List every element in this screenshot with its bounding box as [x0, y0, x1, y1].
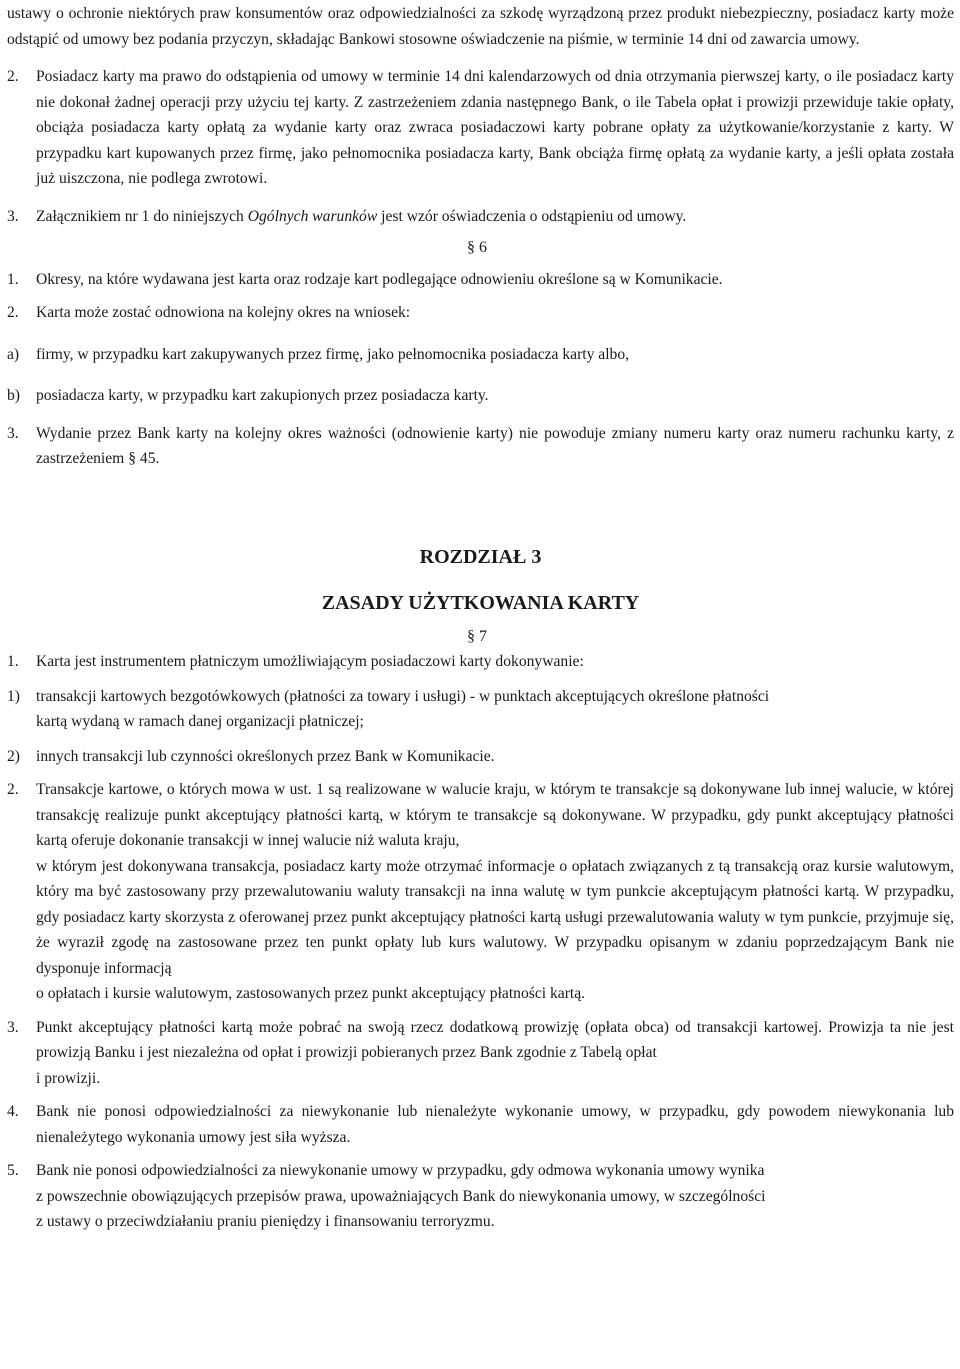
document-title-italic: Ogólnych warunków — [247, 207, 378, 225]
s6-paragraph-1 — [7, 267, 954, 293]
paragraph-text: Posiadacz karty ma prawo do odstąpienia od umowy w terminie 14 dni kalendarzowych od dnia otrzymania pierwszej karty, o ile posiadacz karty nie dokonał żadnej operacji przy użyciu tej karty. Z zastrzeżeniem zdania następnego Bank, o ile Tabela opłat i prowizji przewiduje takie opłaty, obciąża posiadacza karty opłatą za wydanie karty oraz zwraca posiadaczowi karty pobrane opłaty za użytkowanie/korzystanie z karty. W przypadku kart kupowanych przez firmę, jako pełnomocnika posiadacza karty, Bank obciąża firmę opłatą za wydanie karty, a jeśli opłata została już uiszczona, nie podlega zwrotowi. — [36, 68, 954, 187]
list-item-a — [7, 342, 954, 368]
paragraph-2 — [7, 64, 954, 192]
paragraph-text: jest wzór oświadczenia o odstąpieniu od umowy. — [377, 207, 687, 225]
list-item-b — [7, 383, 954, 409]
paragraph-text: Bank nie ponosi odpowiedzialności za niewykonanie umowy w przypadku, gdy odmowa wykonania umowy wynika — [36, 1162, 765, 1179]
chapter-title: ZASADY UŻYTKOWANIA KARTY — [321, 591, 640, 614]
paragraph-number: 3. — [7, 424, 19, 442]
s7-paragraph-5 — [7, 1158, 954, 1235]
list-item-text-continued: kartą wydaną w ramach danej organizacji płatniczej; — [36, 713, 364, 730]
paragraph-number: 4. — [7, 1103, 19, 1120]
paragraph-text-continued: o opłatach i kursie walutowym, zastosowanych przez punkt akceptujący płatności kartą. — [36, 985, 586, 1002]
s7-paragraph-3 — [7, 1015, 954, 1092]
paragraph-text: Transakcje kartowe, o których mowa w ust. 1 są realizowane w walucie kraju, w którym te transakcje są dokonywane lub innej walucie, w której transakcję realizuje punkt akceptujący płatności kartą, w którym te transakcje są dokonywane. W przypadku, gdy punkt akceptujący płatności kartą oferuje dokonanie transakcji w innej walucie niż waluta kraju, — [36, 781, 954, 849]
paragraph-number: 3. — [7, 207, 19, 225]
list-item-text: innych transakcji lub czynności określonych przez Bank w Komunikacie. — [36, 747, 495, 765]
paragraph-number: 5. — [7, 1162, 19, 1179]
paragraph-number: 2. — [7, 68, 19, 85]
list-marker: a) — [7, 345, 20, 363]
list-item-text: transakcji kartowych bezgotówkowych (płatności za towary i usługi) - w punktach akceptujących określone płatności — [36, 687, 770, 705]
paragraph-text: Punkt akceptujący płatności kartą może pobrać na swoją rzecz dodatkową prowizję (opłata obca) od transakcji kartowej. Prowizja ta nie jest prowizją Banku i jest niezależna od opłat i prowizji pobieranych przez Bank zgodnie z Tabelą opłat — [36, 1018, 954, 1061]
paragraph-text: Karta może zostać odnowiona na kolejny okres na wniosek: — [36, 304, 411, 321]
paragraph-3 — [7, 204, 954, 230]
s7-paragraph-4 — [7, 1099, 954, 1150]
paragraph-number: 2. — [7, 304, 19, 321]
paragraph-text: Bank nie ponosi odpowiedzialności za niewykonanie lub nienależyte wykonanie umowy, w przypadku, gdy powodem niewykonania lub nienależytego wykonania umowy jest siła wyższa. — [36, 1103, 954, 1146]
paragraph-text-continued: i prowizji. — [36, 1069, 101, 1087]
list-marker: b) — [7, 387, 20, 404]
list-item-text: firmy, w przypadku kart zakupywanych przez firmę, jako pełnomocnika posiadacza karty albo, — [36, 345, 630, 363]
paragraph-number: 1. — [7, 270, 19, 288]
paragraph-text: Okresy, na które wydawana jest karta oraz rodzaje kart podlegające odnowieniu określone są w Komunikacie. — [36, 270, 723, 288]
list-item-text: posiadacza karty, w przypadku kart zakupionych przez posiadacza karty. — [36, 387, 489, 404]
paragraph-text-continued: w którym jest dokonywana transakcja, posiadacz karty może otrzymać informacje o opłatach związanych z tą transakcją oraz kursie walutowym, który ma być zastosowany przy przewalutowaniu waluty transakcji na inna walutę w tym punkcie akceptującym płatności kartą. W przypadku, gdy posiadacz karty skorzysta z oferowanej przez punkt akceptujący płatności kartą usługi przewalutowania waluty w tym punkcie, przyjmuje się, że wyraził zgodę na zastosowane przez ten punkt opłaty lub kurs walutowy. W przypadku opisanym w zdaniu poprzedzającym Bank nie dysponuje informacją — [36, 857, 954, 977]
paragraph-number: 3. — [7, 1018, 19, 1036]
continuation-paragraph: ustawy o ochronie niektórych praw konsumentów oraz odpowiedzialności za szkodę wyrządzoną przez produkt niebezpieczny, posiadacz karty może odstąpić od umowy bez podania przyczyn, składając Bankowi stosowne oświadczenie na piśmie, w terminie 14 dni od zawarcia umowy. — [7, 5, 954, 48]
section-heading-7: § 7 — [467, 627, 487, 645]
paragraph-number: 1. — [7, 653, 19, 670]
s7-paragraph-2 — [7, 777, 954, 1007]
paragraph-text-continued: z ustawy o przeciwdziałaniu praniu pieniędzy i finansowaniu terroryzmu. — [36, 1213, 495, 1230]
s6-paragraph-2 — [7, 300, 954, 326]
s7-paragraph-1 — [7, 649, 954, 675]
list-marker: 1) — [7, 687, 20, 705]
s6-paragraph-3 — [7, 421, 954, 472]
paragraph-text: Wydanie przez Bank karty na kolejny okres ważności (odnowienie karty) nie powoduje zmiany numeru karty oraz numeru rachunku karty, z zastrzeżeniem § 45. — [36, 424, 954, 467]
list-item-1 — [7, 684, 954, 735]
paragraph-text: Karta jest instrumentem płatniczym umożliwiającym posiadaczowi karty dokonywanie: — [36, 653, 584, 670]
chapter-label: ROZDZIAŁ 3 — [419, 545, 542, 568]
paragraph-text: Załącznikiem nr 1 do niniejszych — [36, 207, 248, 225]
list-marker: 2) — [7, 747, 20, 765]
paragraph-number: 2. — [7, 781, 19, 798]
paragraph-text-continued: z powszechnie obowiązujących przepisów prawa, upoważniających Bank do niewykonania umowy, w szczególności — [36, 1187, 766, 1205]
list-item-2 — [7, 744, 954, 770]
section-heading-6: § 6 — [467, 239, 487, 256]
